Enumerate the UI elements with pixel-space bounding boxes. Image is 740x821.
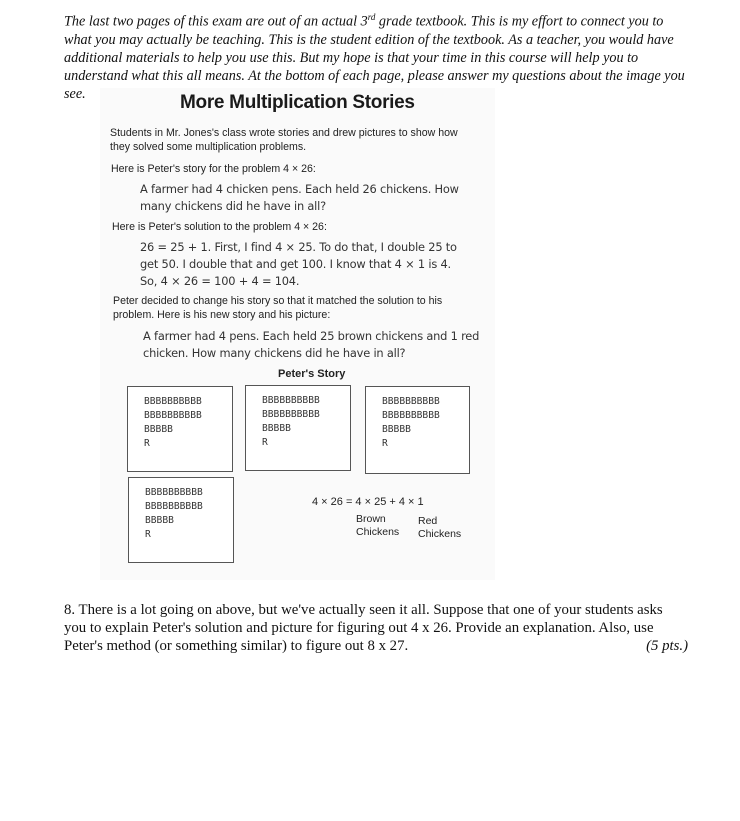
chicken-pen — [365, 386, 470, 474]
question-points: (5 pts.) — [646, 638, 688, 654]
brown-label-word-1: Brown — [356, 513, 386, 525]
red-label-word-2: Chickens — [418, 528, 462, 540]
pictures-title: Peter's Story — [278, 368, 346, 380]
pen-row-brown: BBBBBBBBBB — [262, 395, 320, 406]
scan-intro-line-2: they solved some multiplication problems. — [110, 141, 307, 153]
scan-intro-line-1: Students in Mr. Jones's class wrote stories and drew pictures to show how — [110, 127, 458, 139]
red-label-word-1: Red — [418, 515, 438, 527]
textbook-page-title: More Multiplication Stories — [180, 92, 415, 113]
pen-row-brown: BBBBBBBBBB — [145, 501, 203, 512]
question-text: 8. There is a lot going on above, but we've actually seen it all. Suppose that one of your students asks you to explain Peter's solution and picture for figuring out 4 x 26. Provide an explanation. Also, use Peter's method (or something similar) to figure out 8 x 27. — [64, 602, 663, 654]
equation: 4 × 26 = 4 × 25 + 4 × 1 — [312, 496, 424, 508]
ordinal-superscript: rd — [367, 12, 376, 22]
brown-label-word-2: Chickens — [356, 526, 400, 538]
change-line-2: problem. Here is his new story and his picture: — [113, 309, 331, 321]
solution-intro: Here is Peter's solution to the problem 4 × 26: — [112, 221, 327, 233]
pen-row-brown: BBBBBBBBBB — [382, 410, 440, 421]
intro-text-start: The last two pages of this exam are out of an actual 3 — [64, 13, 368, 30]
pen-row-brown: BBBBB — [144, 424, 173, 435]
solution-line-1: 26 = 25 + 1. First, I find 4 × 25. To do that, I double 25 to — [140, 240, 457, 254]
story-line-2: many chickens did he have in all? — [140, 199, 326, 213]
intro-text-rest: grade textbook. This is my effort to connect you to what you may actually be teaching. This is the student edition of the textbook. As a teacher, you would have additional materials to help you use this. But my hope is that your time in this course will help you to understand what this all means. At the bottom of each page, please answer my questions about the image you see. — [64, 13, 685, 102]
new-story-line-2: chicken. How many chickens did he have in all? — [143, 346, 406, 360]
solution-line-2: get 50. I double that and get 100. I know that 4 × 1 is 4. — [140, 257, 451, 271]
pen-row-brown: BBBBBBBBBB — [382, 396, 440, 407]
pen-row-red: R — [144, 438, 150, 449]
textbook-scan — [100, 88, 495, 580]
pen-row-red: R — [382, 438, 388, 449]
question-8 — [64, 601, 688, 655]
chicken-pen — [245, 385, 351, 471]
pen-row-brown: BBBBBBBBBB — [144, 410, 202, 421]
pen-row-red: R — [145, 529, 151, 540]
pen-row-brown: BBBBB — [262, 423, 291, 434]
pen-row-brown: BBBBB — [382, 424, 411, 435]
chicken-pen — [127, 386, 233, 472]
brown-chickens-label — [356, 513, 399, 539]
solution-line-3: So, 4 × 26 = 100 + 4 = 104. — [140, 274, 300, 288]
red-chickens-label — [418, 515, 461, 541]
pen-row-red: R — [262, 437, 268, 448]
new-story-line-1: A farmer had 4 pens. Each held 25 brown chickens and 1 red — [143, 329, 480, 343]
story-line-1: A farmer had 4 chicken pens. Each held 26 chickens. How — [140, 182, 459, 196]
story-intro: Here is Peter's story for the problem 4 × 26: — [111, 163, 316, 175]
pen-row-brown: BBBBBBBBBB — [145, 487, 203, 498]
chicken-pen — [128, 477, 234, 563]
pen-row-brown: BBBBBBBBBB — [144, 396, 202, 407]
pen-row-brown: BBBBBBBBBB — [262, 409, 320, 420]
pen-row-brown: BBBBB — [145, 515, 174, 526]
change-line-1: Peter decided to change his story so that it matched the solution to his — [113, 295, 443, 307]
